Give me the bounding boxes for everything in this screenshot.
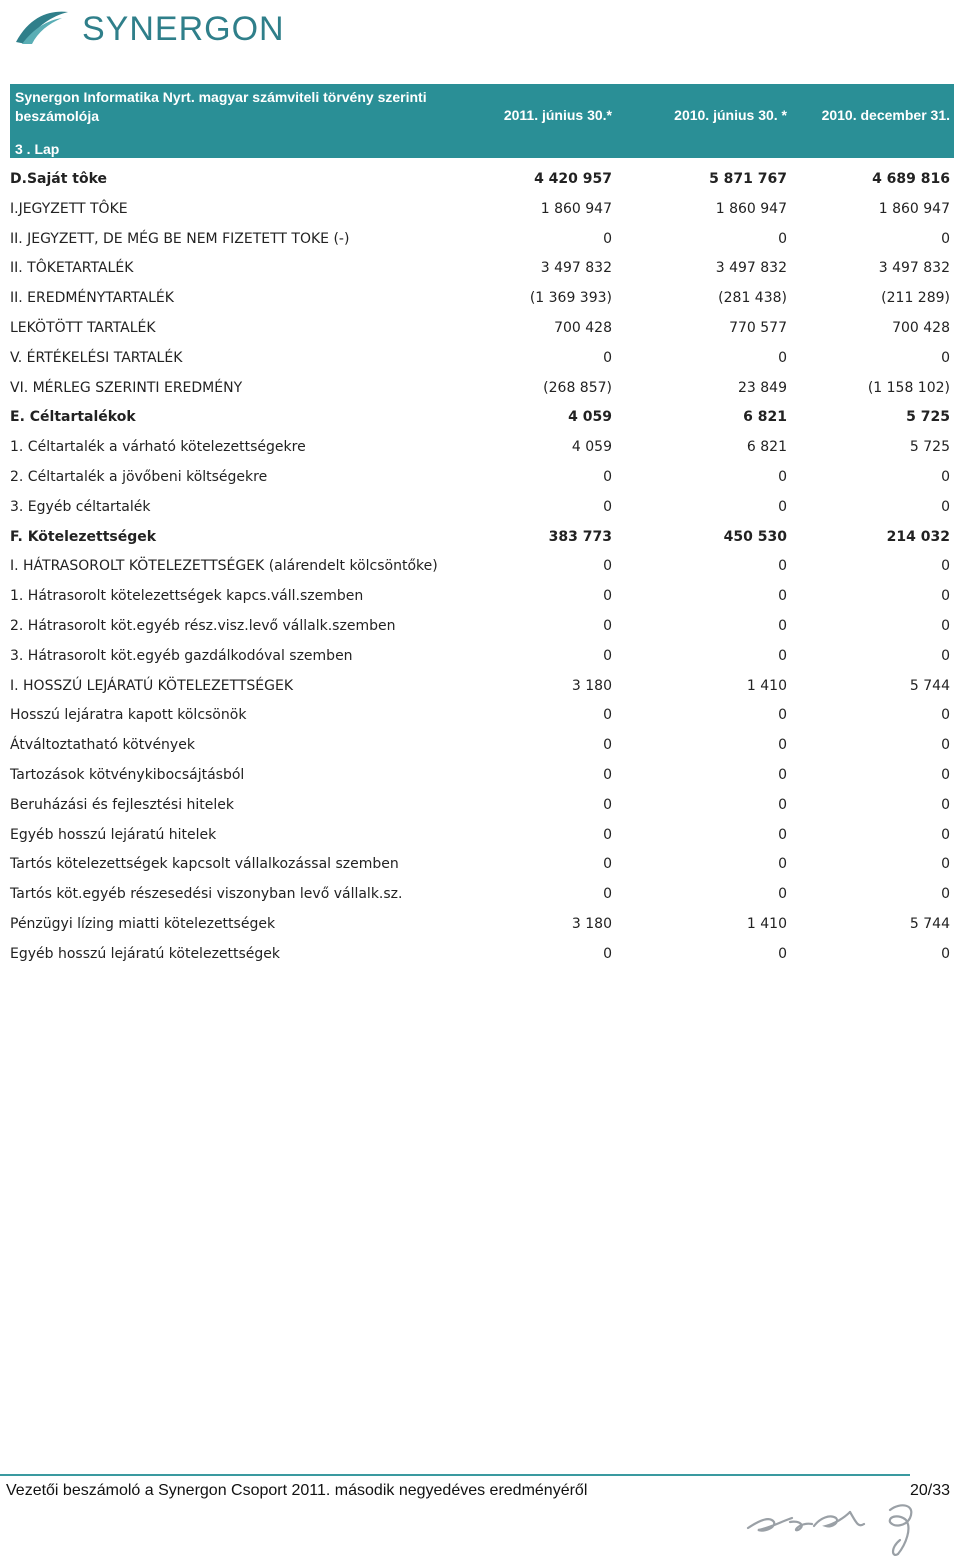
row-label: 3. Egyéb céltartalék <box>10 498 151 515</box>
row-label: I.JEGYZETT TÔKE <box>10 200 128 217</box>
table-row <box>10 673 954 703</box>
table-row <box>10 404 954 434</box>
value-2010-december: 5 744 <box>909 677 950 694</box>
value-2010-june: 6 821 <box>746 439 787 456</box>
value-2011-june: 3 180 <box>571 677 612 694</box>
value-2011-june: 0 <box>603 230 612 247</box>
value-2010-june: 3 497 832 <box>715 260 787 277</box>
row-label: 1. Céltartalék a várható kötelezettségekre <box>10 439 306 456</box>
value-2011-june: 0 <box>603 617 612 634</box>
value-2010-december: 0 <box>941 737 950 754</box>
table-row <box>10 643 954 673</box>
table-row <box>10 494 954 524</box>
table-row <box>10 851 954 881</box>
value-2010-june: 0 <box>778 826 787 843</box>
value-2010-june: 1 860 947 <box>715 200 787 217</box>
value-2010-june: 0 <box>778 647 787 664</box>
value-2011-june: 4 059 <box>568 409 612 426</box>
row-label: 1. Hátrasorolt kötelezettségek kapcs.váll.szemben <box>10 588 364 605</box>
value-2011-june: 0 <box>603 737 612 754</box>
row-label: II. EREDMÉNYTARTALÉK <box>10 290 174 307</box>
value-2010-december: 0 <box>941 617 950 634</box>
value-2011-june: 0 <box>603 886 612 903</box>
value-2010-december: 0 <box>941 468 950 485</box>
value-2010-june: 0 <box>778 886 787 903</box>
column-header-2011-june: 2011. június 30.* <box>503 107 612 123</box>
value-2011-june: 383 773 <box>548 528 612 545</box>
signature-image <box>740 1492 960 1562</box>
row-label: V. ÉRTÉKELÉSI TARTALÉK <box>10 349 183 366</box>
logo-text: SYNERGON <box>82 10 285 48</box>
value-2010-december: 0 <box>941 498 950 515</box>
column-header-2010-december: 2010. december 31. <box>821 107 950 123</box>
table-row <box>10 255 954 285</box>
table-row <box>10 613 954 643</box>
value-2010-december: 0 <box>941 945 950 962</box>
report-title: Synergon Informatika Nyrt. magyar számviteli törvény szerinti beszámolója <box>15 89 427 124</box>
row-label: Egyéb hosszú lejáratú hitelek <box>10 826 217 843</box>
value-2011-june: 3 180 <box>571 915 612 932</box>
value-2010-december: 0 <box>941 647 950 664</box>
table-row <box>10 226 954 256</box>
row-label: 2. Hátrasorolt köt.egyéb rész.visz.levő vállalk.szemben <box>10 617 396 634</box>
value-2011-june: 0 <box>603 766 612 783</box>
table-row <box>10 941 954 971</box>
row-label: LEKÖTÖTT TARTALÉK <box>10 319 156 336</box>
table-row <box>10 524 954 554</box>
value-2010-december: 3 497 832 <box>878 260 950 277</box>
value-2011-june: 0 <box>603 945 612 962</box>
row-label: Tartós kötelezettségek kapcsolt vállalkozással szemben <box>10 856 399 873</box>
value-2011-june: 0 <box>603 498 612 515</box>
value-2010-december: 0 <box>941 349 950 366</box>
footer-divider <box>0 1474 910 1476</box>
value-2010-june: 0 <box>778 766 787 783</box>
value-2010-december: 0 <box>941 558 950 575</box>
row-label: Egyéb hosszú lejáratú kötelezettségek <box>10 945 281 962</box>
table-row <box>10 434 954 464</box>
row-label: II. JEGYZETT, DE MÉG BE NEM FIZETETT TOKE (-) <box>10 230 350 247</box>
value-2010-june: 0 <box>778 617 787 634</box>
value-2010-december: 0 <box>941 230 950 247</box>
value-2011-june: 0 <box>603 856 612 873</box>
value-2011-june: 0 <box>603 468 612 485</box>
value-2011-june: 0 <box>603 647 612 664</box>
value-2010-june: 0 <box>778 558 787 575</box>
row-label: 3. Hátrasorolt köt.egyéb gazdálkodóval szemben <box>10 647 353 664</box>
row-label: Hosszú lejáratra kapott kölcsönök <box>10 707 247 724</box>
table-row <box>10 732 954 762</box>
value-2011-june: 0 <box>603 707 612 724</box>
table-row <box>10 911 954 941</box>
value-2011-june: 3 497 832 <box>540 260 612 277</box>
row-label: Tartós köt.egyéb részesedési viszonyban levő vállalk.sz. <box>10 886 403 903</box>
row-label: Beruházási és fejlesztési hitelek <box>10 796 235 813</box>
row-label: E. Céltartalékok <box>10 409 136 426</box>
value-2011-june: 0 <box>603 796 612 813</box>
value-2010-december: 0 <box>941 826 950 843</box>
value-2010-december: 0 <box>941 886 950 903</box>
value-2010-december: 700 428 <box>892 319 950 336</box>
value-2011-june: 0 <box>603 588 612 605</box>
value-2010-june: 1 410 <box>746 915 787 932</box>
table-row <box>10 375 954 405</box>
table-row <box>10 315 954 345</box>
table-row <box>10 166 954 196</box>
value-2010-december: (211 289) <box>881 290 950 307</box>
row-label: F. Kötelezettségek <box>10 528 157 545</box>
table-row <box>10 792 954 822</box>
balance-table <box>10 166 954 971</box>
value-2010-december: 5 725 <box>906 409 950 426</box>
value-2010-december: 0 <box>941 856 950 873</box>
value-2010-december: 1 860 947 <box>878 200 950 217</box>
value-2010-june: 0 <box>778 856 787 873</box>
value-2011-june: 700 428 <box>554 319 612 336</box>
logo-swoosh-icon <box>12 8 72 48</box>
value-2010-december: 0 <box>941 766 950 783</box>
value-2011-june: 4 059 <box>571 439 612 456</box>
row-label: I. HÁTRASOROLT KÖTELEZETTSÉGEK (alárendelt kölcsöntőke) <box>10 558 438 575</box>
row-label: Pénzügyi lízing miatti kötelezettségek <box>10 915 276 932</box>
value-2010-june: 0 <box>778 498 787 515</box>
table-row <box>10 196 954 226</box>
row-label: D.Saját tôke <box>10 171 108 187</box>
value-2011-june: 0 <box>603 826 612 843</box>
value-2010-december: 0 <box>941 796 950 813</box>
value-2010-december: 0 <box>941 588 950 605</box>
value-2010-june: 0 <box>778 796 787 813</box>
value-2010-june: 0 <box>778 349 787 366</box>
table-row <box>10 553 954 583</box>
value-2011-june: 0 <box>603 349 612 366</box>
value-2010-december: 0 <box>941 707 950 724</box>
value-2011-june: 1 860 947 <box>540 200 612 217</box>
value-2011-june: 4 420 957 <box>534 171 612 187</box>
column-header-2010-june: 2010. június 30. * <box>674 107 787 123</box>
sheet-label: 3 . Lap <box>15 141 60 157</box>
value-2010-june: 0 <box>778 707 787 724</box>
value-2010-june: 6 821 <box>743 409 787 426</box>
table-row <box>10 583 954 613</box>
value-2010-june: 1 410 <box>746 677 787 694</box>
value-2010-december: 5 725 <box>909 439 950 456</box>
value-2010-june: (281 438) <box>718 290 787 307</box>
row-label: 2. Céltartalék a jövőbeni költségekre <box>10 468 268 485</box>
value-2010-june: 5 871 767 <box>709 171 787 187</box>
table-header <box>10 84 954 158</box>
value-2010-december: 214 032 <box>886 528 950 545</box>
value-2011-june: 0 <box>603 558 612 575</box>
table-row <box>10 822 954 852</box>
row-label: I. HOSSZÚ LEJÁRATÚ KÖTELEZETTSÉGEK <box>10 677 294 694</box>
value-2010-june: 0 <box>778 468 787 485</box>
table-row <box>10 762 954 792</box>
row-label: Átváltoztatható kötvények <box>10 737 195 754</box>
row-label: II. TÔKETARTALÉK <box>10 260 134 277</box>
value-2010-june: 450 530 <box>723 528 787 545</box>
value-2010-june: 0 <box>778 230 787 247</box>
footer-title: Vezetői beszámoló a Synergon Csoport 2011. második negyedéves eredményéről <box>6 1482 588 1499</box>
table-row <box>10 345 954 375</box>
table-row <box>10 285 954 315</box>
table-row <box>10 702 954 732</box>
value-2010-june: 770 577 <box>729 319 787 336</box>
row-label: Tartozások kötvénykibocsájtásból <box>10 766 245 783</box>
value-2010-june: 0 <box>778 588 787 605</box>
value-2010-december: 5 744 <box>909 915 950 932</box>
page-number: 20/33 <box>909 1482 950 1499</box>
value-2010-june: 23 849 <box>738 379 787 396</box>
row-label: VI. MÉRLEG SZERINTI EREDMÉNY <box>10 379 243 396</box>
value-2011-june: (1 369 393) <box>529 290 612 307</box>
table-row <box>10 464 954 494</box>
value-2010-december: 4 689 816 <box>872 171 950 187</box>
value-2010-december: (1 158 102) <box>867 379 950 396</box>
value-2010-june: 0 <box>778 945 787 962</box>
table-row <box>10 881 954 911</box>
company-logo <box>12 8 285 48</box>
value-2011-june: (268 857) <box>543 379 612 396</box>
value-2010-june: 0 <box>778 737 787 754</box>
